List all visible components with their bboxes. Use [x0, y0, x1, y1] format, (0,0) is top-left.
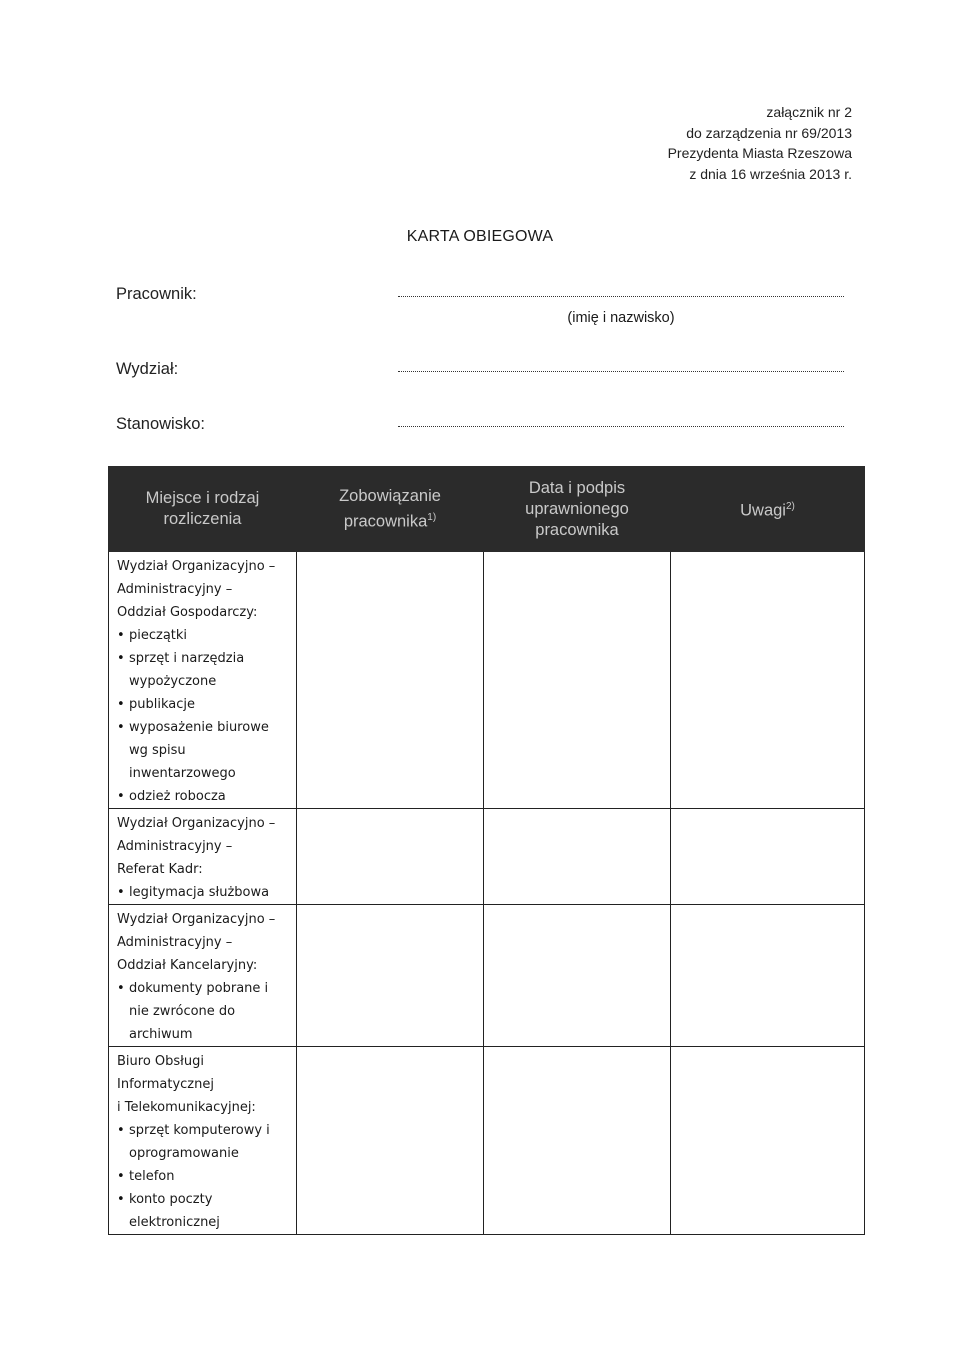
table-row [109, 1047, 865, 1235]
section-line: Wydział Organizacyjno – [117, 816, 276, 831]
wydzial-field[interactable] [398, 371, 844, 372]
header-place-label: Miejsce i rodzaj rozliczenia [145, 489, 260, 528]
list-item: • konto poczty elektronicznej [117, 1188, 290, 1234]
settlement-cell [109, 809, 297, 905]
signature-cell[interactable] [484, 552, 671, 809]
section-line: Administracyjny – [117, 582, 233, 597]
footnote-1-marker: 1) [427, 511, 437, 523]
header-remarks [671, 467, 865, 552]
list-item: • dokumenty pobrane i nie zwrócone do archiwum [117, 977, 290, 1046]
section-line: Administracyjny – [117, 839, 233, 854]
attachment-number: załącznik nr 2 [766, 104, 852, 120]
section-line: Referat Kadr: [117, 862, 203, 877]
section-line: Wydział Organizacyjno – [117, 912, 276, 927]
list-item: • wyposażenie biurowe wg spisu inwentarzowego [117, 716, 290, 785]
item-list [117, 624, 290, 808]
pracownik-hint: (imię i nazwisko) [567, 310, 675, 326]
list-item: • pieczątki [117, 624, 290, 647]
remarks-cell[interactable] [671, 809, 865, 905]
header-obligation-label: Zobowiązanie pracownika [339, 486, 441, 531]
document-title: KARTA OBIEGOWA [406, 228, 554, 245]
section-line: Biuro Obsługi [117, 1054, 204, 1069]
section-line: i Telekomunikacyjnej: [117, 1100, 256, 1115]
item-list [117, 977, 290, 1046]
section-line: Oddział Kancelaryjny: [117, 958, 258, 973]
header-signature-label: Data i podpis uprawnionego pracownika [525, 478, 629, 539]
remarks-cell[interactable] [671, 1047, 865, 1235]
list-item: • legitymacja służbowa [117, 881, 290, 904]
list-item: • telefon [117, 1165, 290, 1188]
section-line: Wydział Organizacyjno – [117, 559, 276, 574]
remarks-cell[interactable] [671, 552, 865, 809]
list-item: • publikacje [117, 693, 290, 716]
section-line: Oddział Gospodarczy: [117, 605, 258, 620]
section-line: Administracyjny – [117, 935, 233, 950]
remarks-cell[interactable] [671, 905, 865, 1047]
pracownik-label: Pracownik: [116, 285, 197, 303]
obligation-cell[interactable] [297, 552, 484, 809]
attachment-header [668, 102, 852, 184]
settlement-cell [109, 905, 297, 1047]
ordinance-date: z dnia 16 września 2013 r. [689, 165, 852, 182]
stanowisko-field[interactable] [398, 426, 844, 427]
list-item: • sprzęt komputerowy i oprogramowanie [117, 1119, 290, 1165]
settlement-cell [109, 552, 297, 809]
header-remarks-label: Uwagi [740, 501, 786, 520]
header-signature [484, 467, 671, 552]
pracownik-field[interactable] [398, 296, 844, 297]
issuer: Prezydenta Miasta Rzeszowa [667, 145, 852, 161]
obligation-cell[interactable] [297, 809, 484, 905]
obligation-cell[interactable] [297, 905, 484, 1047]
item-list [117, 881, 290, 904]
table-header-row [109, 467, 865, 552]
wydzial-label: Wydział: [116, 360, 179, 378]
header-place [109, 467, 297, 552]
signature-cell[interactable] [484, 809, 671, 905]
signature-cell[interactable] [484, 905, 671, 1047]
footnote-2-marker: 2) [785, 501, 795, 513]
stanowisko-label: Stanowisko: [116, 415, 205, 433]
section-line: Informatycznej [117, 1077, 214, 1092]
settlement-cell [109, 1047, 297, 1235]
list-item: • sprzęt i narzędzia wypożyczone [117, 647, 290, 693]
ordinance-number: do zarządzenia nr 69/2013 [686, 124, 852, 141]
item-list [117, 1119, 290, 1234]
signature-cell[interactable] [484, 1047, 671, 1235]
table-row [109, 905, 865, 1047]
clearance-table [108, 466, 865, 1235]
obligation-cell[interactable] [297, 1047, 484, 1235]
table-row [109, 552, 865, 809]
list-item: • odzież robocza [117, 785, 290, 808]
header-obligation [297, 467, 484, 552]
table-row [109, 809, 865, 905]
